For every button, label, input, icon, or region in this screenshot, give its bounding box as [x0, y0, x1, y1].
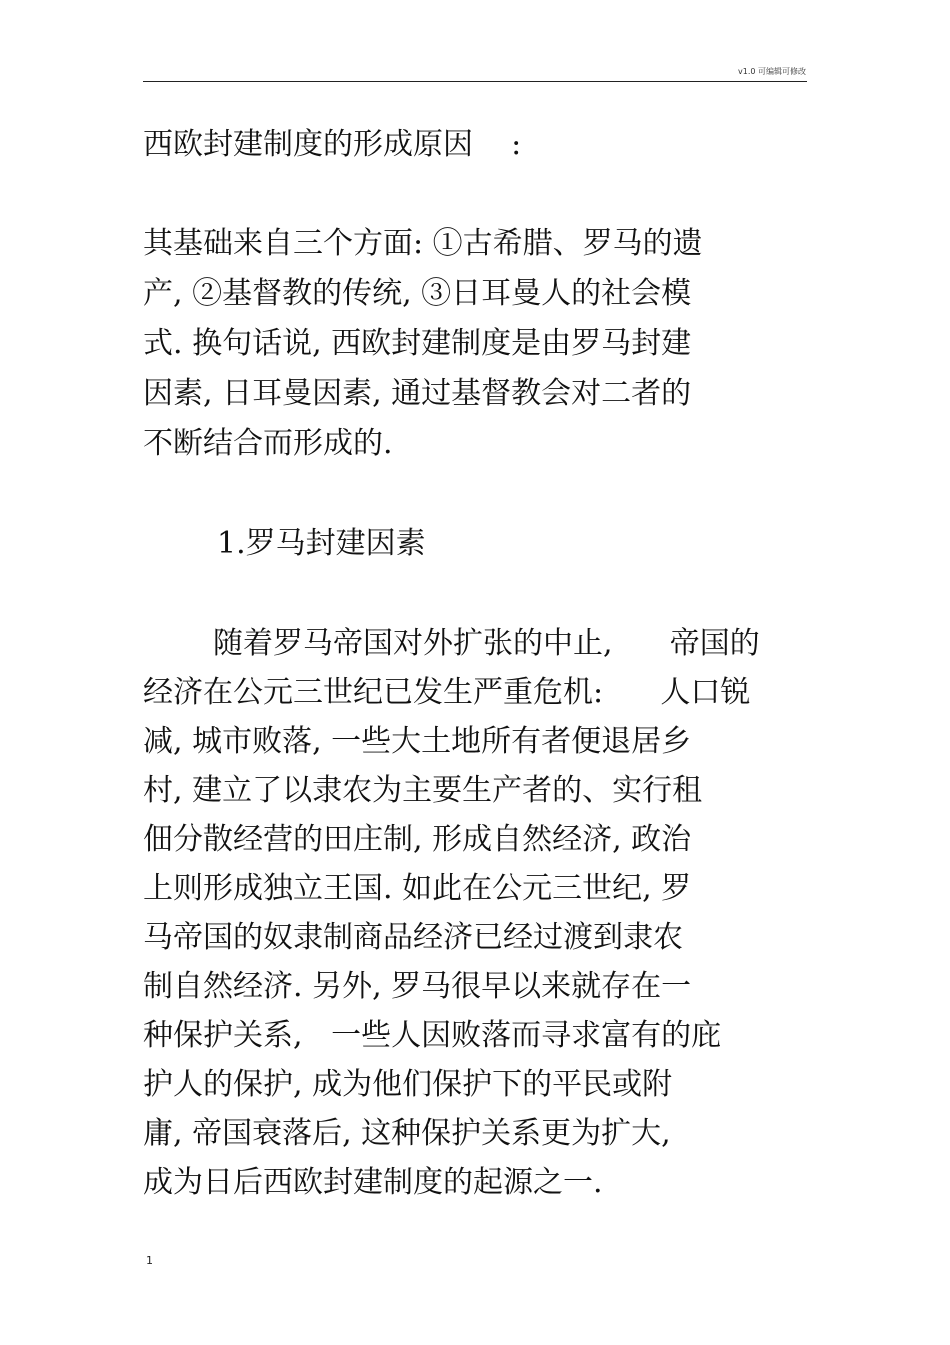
paragraph-line: 种保护关系, 一些人因败落而寻求富有的庇 [143, 1018, 722, 1053]
paragraph-line: 产, ②基督教的传统, ③日耳曼人的社会模 [143, 276, 692, 311]
paragraph-line: 村, 建立了以隶农为主要生产者的、实行租 [143, 773, 703, 808]
paragraph-line: 减, 城市败落, 一些大土地所有者便退居乡 [143, 724, 692, 759]
paragraph-line: 经济在公元三世纪已发生严重危机: 人口锐 [143, 675, 751, 710]
paragraph-line: 不断结合而形成的. [143, 426, 393, 461]
paragraph-line: 因素, 日耳曼因素, 通过基督教会对二者的 [143, 376, 692, 411]
document-title: 西欧封建制度的形成原因 : [143, 127, 522, 162]
paragraph-line: 制自然经济. 另外, 罗马很早以来就存在一 [143, 969, 692, 1004]
paragraph-line: 庸, 帝国衰落后, 这种保护关系更为扩大, [143, 1116, 671, 1151]
paragraph-line: 式. 换句话说, 西欧封建制度是由罗马封建 [143, 326, 692, 361]
paragraph-line: 上则形成独立王国. 如此在公元三世纪, 罗 [143, 871, 692, 906]
paragraph-line: 随着罗马帝国对外扩张的中止, 帝国的 [213, 626, 760, 661]
paragraph-line: 其基础来自三个方面: ①古希腊、罗马的遗 [143, 226, 703, 261]
paragraph-line: 佃分散经营的田庄制, 形成自然经济, 政治 [143, 822, 692, 857]
header-divider [143, 81, 807, 82]
header-version-label: v1.0 可编辑可修改 [738, 67, 806, 76]
paragraph-line: 护人的保护, 成为他们保护下的平民或附 [143, 1067, 673, 1102]
section-heading: 1.罗马封建因素 [217, 526, 426, 561]
page-number: 1 [146, 1254, 153, 1267]
paragraph-line: 成为日后西欧封建制度的起源之一. [143, 1165, 603, 1200]
paragraph-line: 马帝国的奴隶制商品经济已经过渡到隶农 [143, 920, 683, 955]
